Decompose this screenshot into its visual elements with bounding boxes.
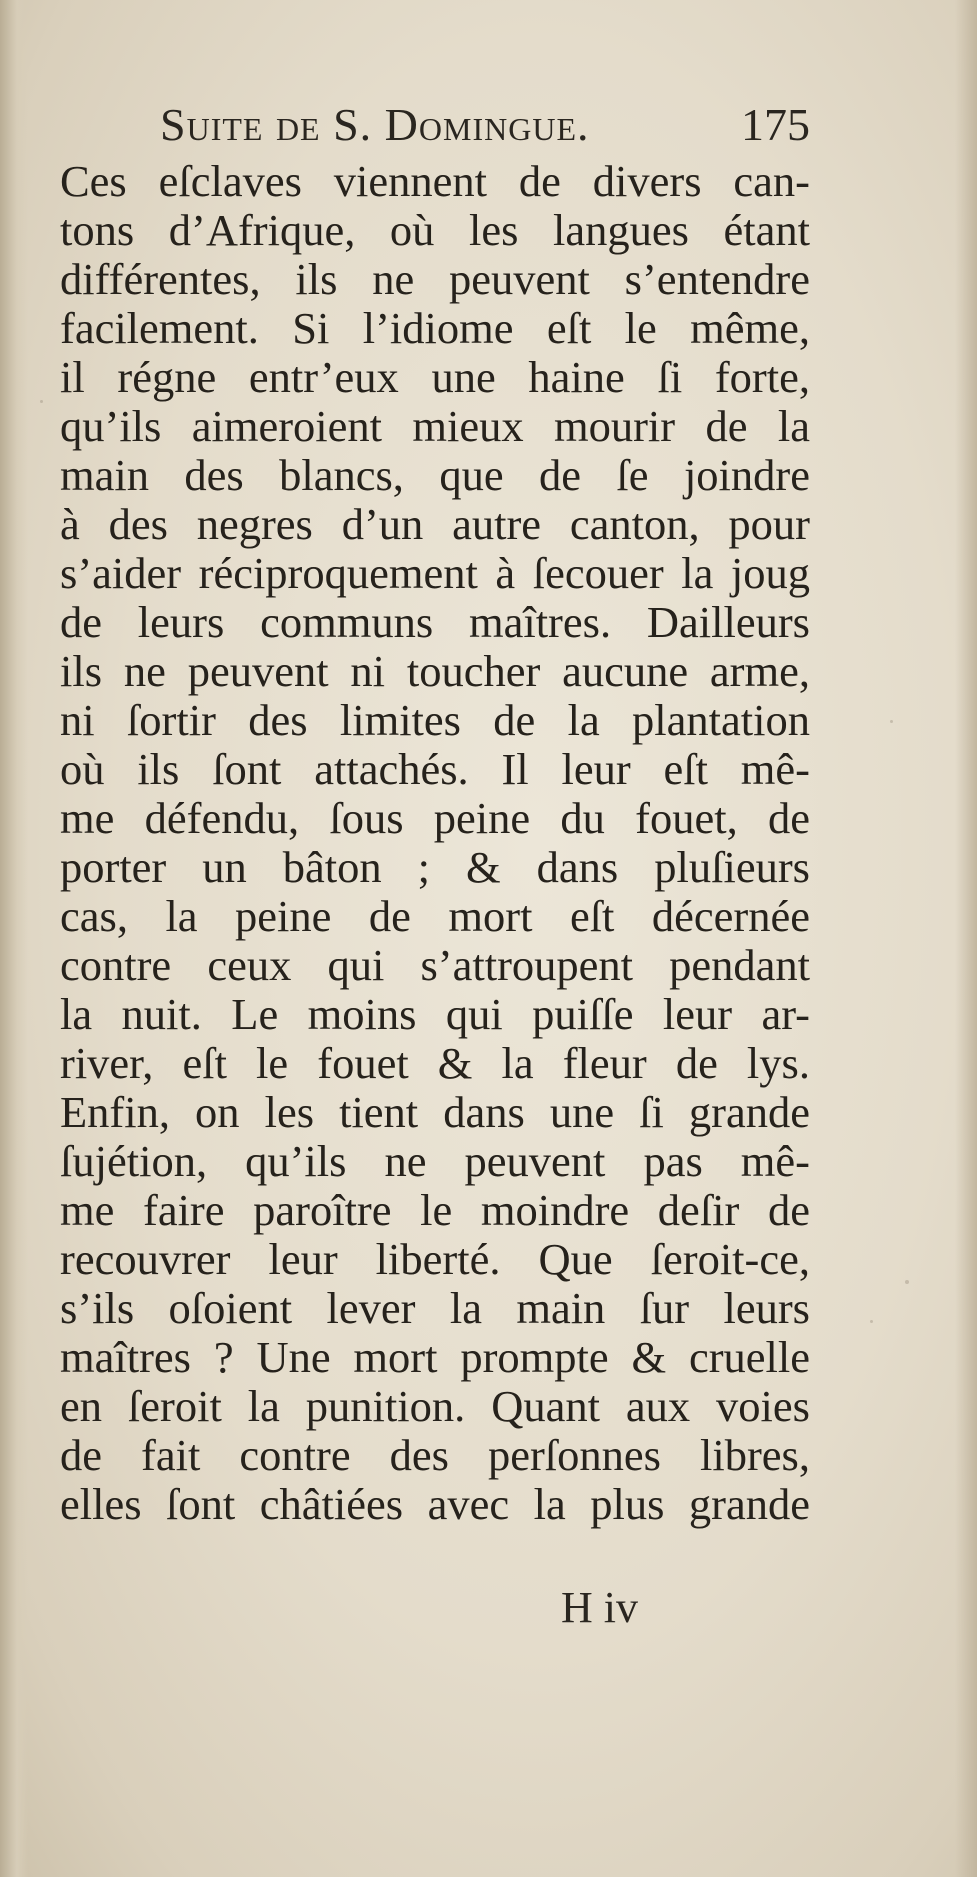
text-line: différentes, ils ne peuvent s’entendre <box>60 254 810 304</box>
text-line: elles ſont châtiées avec la plus grande <box>60 1479 810 1529</box>
text-line: main des blancs, que de ſe joindre <box>60 450 810 500</box>
page-number: 175 <box>741 99 810 150</box>
signature-mark: H iv <box>561 1583 638 1632</box>
text-line: s’ils oſoient lever la main ſur leurs <box>60 1283 810 1333</box>
text-line: porter un bâton ; & dans pluſieurs <box>60 842 810 892</box>
text-line: il régne entr’eux une haine ſi forte, <box>60 352 810 402</box>
text-line: me défendu, ſous peine du fouet, de <box>60 793 810 843</box>
text-line: contre ceux qui s’attroupent pendant <box>60 940 810 990</box>
text-line: ni ſortir des limites de la plantation <box>60 695 810 745</box>
text-line: ils ne peuvent ni toucher aucune arme, <box>60 646 810 696</box>
text-line: ſujétion, qu’ils ne peuvent pas mê- <box>60 1136 810 1186</box>
text-line: river, eſt le fouet & la fleur de lys. <box>60 1038 810 1088</box>
text-line: recouvrer leur liberté. Que ſeroit-ce, <box>60 1234 810 1284</box>
text-line: de leurs communs maîtres. Dailleurs <box>60 597 810 647</box>
paper-speck <box>905 1280 909 1284</box>
text-line: Enfin, on les tient dans une ſi grande <box>60 1087 810 1137</box>
page-edge-right <box>955 0 977 1877</box>
running-head: Suite de S. Domingue. <box>160 99 590 150</box>
text-line: à des negres d’un autre canton, pour <box>60 499 810 549</box>
text-line: s’aider réciproquement à ſecouer la joug <box>60 548 810 598</box>
paper-speck <box>870 1320 873 1323</box>
text-line: me faire paroître le moindre deſir de <box>60 1185 810 1235</box>
text-line: la nuit. Le moins qui puiſſe leur ar- <box>60 989 810 1039</box>
paper-speck <box>40 400 43 403</box>
page-header <box>160 98 810 154</box>
text-line: facilement. Si l’idiome eſt le même, <box>60 303 810 353</box>
text-line: tons d’Afrique, où les langues étant <box>60 205 810 255</box>
text-line: maîtres ? Une mort prompte & cruelle <box>60 1332 810 1382</box>
page-edge-left <box>0 0 28 1877</box>
text-line: où ils ſont attachés. Il leur eſt mê- <box>60 744 810 794</box>
text-line: qu’ils aimeroient mieux mourir de la <box>60 401 810 451</box>
text-line: en ſeroit la punition. Quant aux voies <box>60 1381 810 1431</box>
text-line: de fait contre des perſonnes libres, <box>60 1430 810 1480</box>
paper-speck <box>890 720 893 723</box>
text-line: Ces eſclaves viennent de divers can- <box>60 156 810 206</box>
body-text <box>60 157 810 1529</box>
text-line: cas, la peine de mort eſt décernée <box>60 891 810 941</box>
